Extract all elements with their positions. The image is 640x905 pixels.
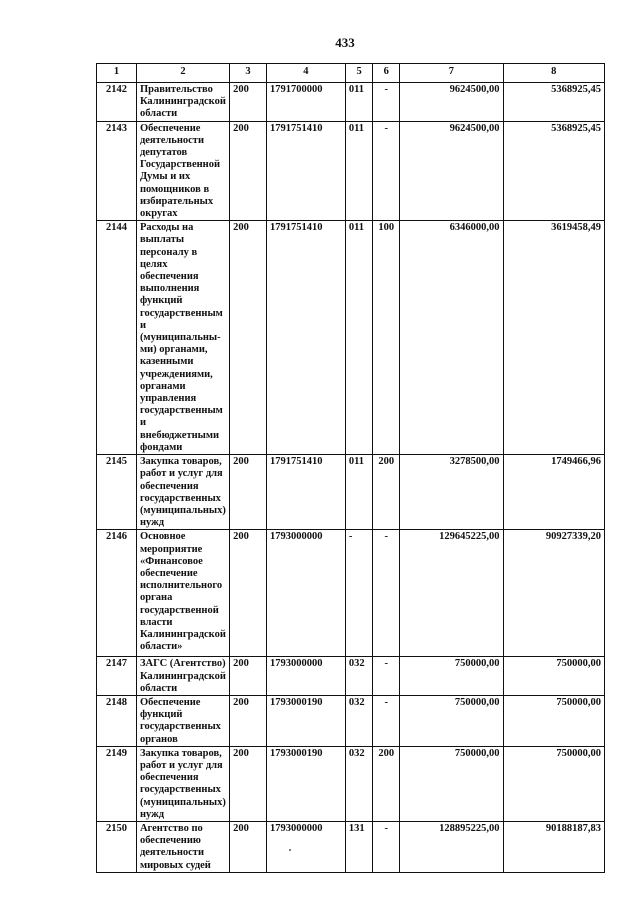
column-8-amount: 750000,00 xyxy=(503,746,604,821)
column-6-code: 100 xyxy=(373,221,400,455)
column-7-amount: 3278500,00 xyxy=(400,455,503,530)
column-5-code: 011 xyxy=(345,221,373,455)
column-7-amount: 128895225,00 xyxy=(400,821,503,872)
column-3-value: 200 xyxy=(230,821,267,872)
column-5-code: 011 xyxy=(345,455,373,530)
column-8-amount: 90927339,20 xyxy=(503,530,604,657)
stray-dot xyxy=(289,849,291,851)
budget-table xyxy=(96,63,605,873)
column-8-amount: 90188187,83 xyxy=(503,821,604,872)
header-row xyxy=(97,64,605,83)
column-7-amount: 9624500,00 xyxy=(400,121,503,221)
column-header-3: 3 xyxy=(230,64,267,83)
column-4-code: 1793000000 xyxy=(266,530,345,657)
row-name: Обеспечение деятельности депутатов Государственной Думы и их помощников в избирательных округах xyxy=(136,121,229,221)
column-6-code: 200 xyxy=(373,455,400,530)
column-8-amount: 1749466,96 xyxy=(503,455,604,530)
column-5-code: 032 xyxy=(345,746,373,821)
column-header-4: 4 xyxy=(266,64,345,83)
column-7-amount: 750000,00 xyxy=(400,695,503,746)
column-3-value: 200 xyxy=(230,221,267,455)
column-4-code: 1791751410 xyxy=(266,221,345,455)
table-row xyxy=(97,746,605,821)
column-3-value: 200 xyxy=(230,746,267,821)
column-6-code: 200 xyxy=(373,746,400,821)
row-name: Расходы на выплаты персоналу в целях обеспечения выполнения функций государственными (муниципальны-ми) органами, казенными учреждениями, органами управления государственными внебюджетными фондами xyxy=(136,221,229,455)
column-6-code: - xyxy=(373,530,400,657)
column-5-code: - xyxy=(345,530,373,657)
column-3-value: 200 xyxy=(230,695,267,746)
table-row xyxy=(97,530,605,657)
row-number: 2147 xyxy=(97,657,137,696)
column-6-code: - xyxy=(373,121,400,221)
column-3-value: 200 xyxy=(230,83,267,122)
column-7-amount: 750000,00 xyxy=(400,657,503,696)
row-name: Основное мероприятие «Финансовое обеспечение исполнительного органа государственной власти Калининградской области» xyxy=(136,530,229,657)
row-number: 2143 xyxy=(97,121,137,221)
column-4-code: 1793000000 xyxy=(266,657,345,696)
column-4-code: 1791700000 xyxy=(266,83,345,122)
row-name: Закупка товаров, работ и услуг для обеспечения государственных (муниципальных) нужд xyxy=(136,746,229,821)
column-7-amount: 750000,00 xyxy=(400,746,503,821)
column-4-code: 1791751410 xyxy=(266,455,345,530)
table-row xyxy=(97,821,605,872)
column-3-value: 200 xyxy=(230,657,267,696)
column-4-code: 1793000190 xyxy=(266,695,345,746)
table-row xyxy=(97,83,605,122)
column-header-6: 6 xyxy=(373,64,400,83)
row-number: 2142 xyxy=(97,83,137,122)
row-name: Агентство по обеспечению деятельности мировых судей xyxy=(136,821,229,872)
column-6-code: - xyxy=(373,695,400,746)
column-6-code: - xyxy=(373,821,400,872)
row-name: Правительство Калининградской области xyxy=(136,83,229,122)
table-row xyxy=(97,695,605,746)
column-8-amount: 3619458,49 xyxy=(503,221,604,455)
column-8-amount: 5368925,45 xyxy=(503,121,604,221)
column-7-amount: 129645225,00 xyxy=(400,530,503,657)
column-8-amount: 750000,00 xyxy=(503,695,604,746)
column-6-code: - xyxy=(373,83,400,122)
column-5-code: 032 xyxy=(345,657,373,696)
column-3-value: 200 xyxy=(230,455,267,530)
column-8-amount: 750000,00 xyxy=(503,657,604,696)
row-name: Закупка товаров, работ и услуг для обеспечения государственных (муниципальных) нужд xyxy=(136,455,229,530)
column-header-2: 2 xyxy=(136,64,229,83)
column-3-value: 200 xyxy=(230,121,267,221)
row-number: 2144 xyxy=(97,221,137,455)
row-number: 2145 xyxy=(97,455,137,530)
table-row xyxy=(97,121,605,221)
column-3-value: 200 xyxy=(230,530,267,657)
row-number: 2146 xyxy=(97,530,137,657)
row-name: ЗАГС (Агентство) Калининградской области xyxy=(136,657,229,696)
column-6-code: - xyxy=(373,657,400,696)
column-7-amount: 6346000,00 xyxy=(400,221,503,455)
table-row xyxy=(97,221,605,455)
table-row xyxy=(97,455,605,530)
row-number: 2149 xyxy=(97,746,137,821)
column-header-1: 1 xyxy=(97,64,137,83)
column-header-8: 8 xyxy=(503,64,604,83)
row-number: 2150 xyxy=(97,821,137,872)
column-4-code: 1791751410 xyxy=(266,121,345,221)
column-5-code: 011 xyxy=(345,83,373,122)
column-8-amount: 5368925,45 xyxy=(503,83,604,122)
column-header-5: 5 xyxy=(345,64,373,83)
column-5-code: 131 xyxy=(345,821,373,872)
column-7-amount: 9624500,00 xyxy=(400,83,503,122)
column-5-code: 032 xyxy=(345,695,373,746)
column-5-code: 011 xyxy=(345,121,373,221)
table-row xyxy=(97,657,605,696)
column-4-code: 1793000190 xyxy=(266,746,345,821)
row-number: 2148 xyxy=(97,695,137,746)
row-name: Обеспечение функций государственных органов xyxy=(136,695,229,746)
column-header-7: 7 xyxy=(400,64,503,83)
column-4-code: 1793000000 xyxy=(266,821,345,872)
page-number: 433 xyxy=(335,35,355,50)
